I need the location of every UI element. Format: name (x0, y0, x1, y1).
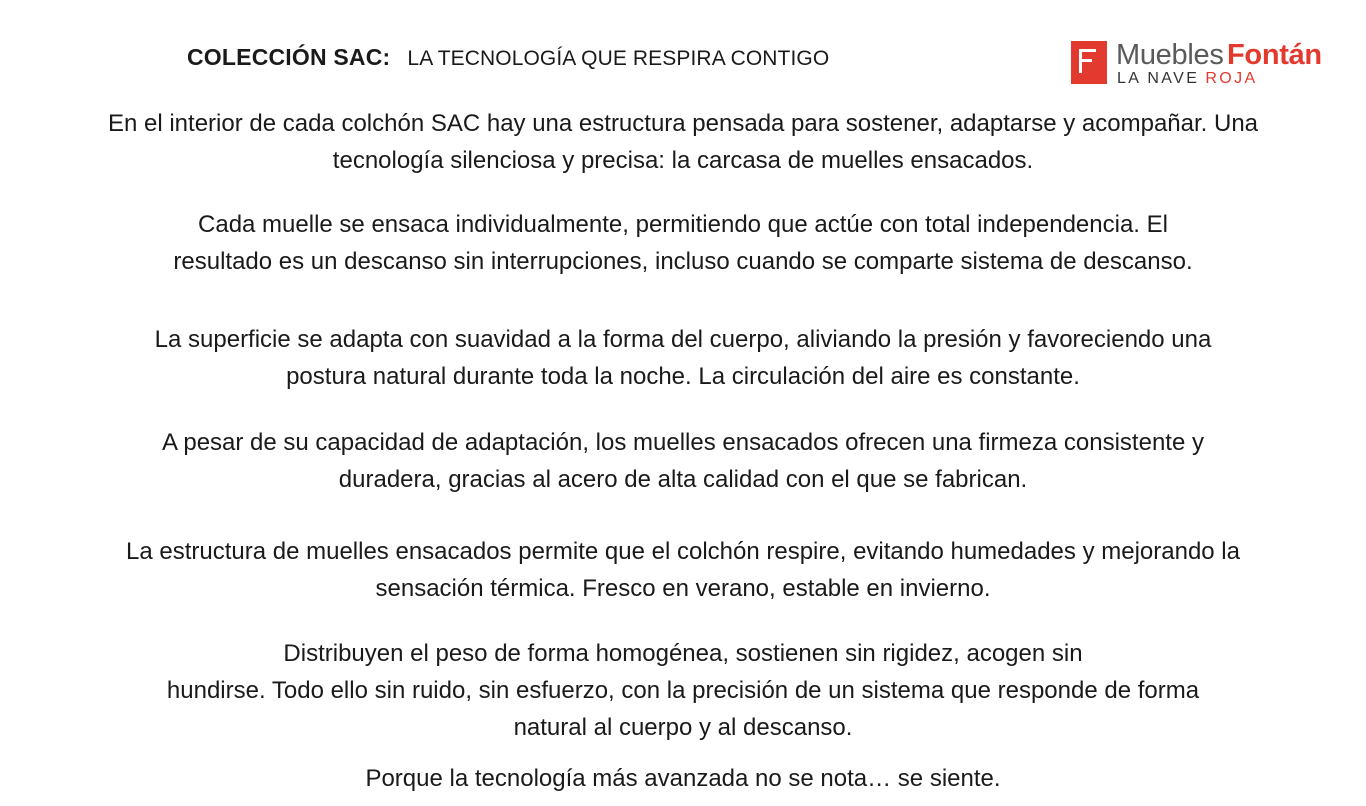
paragraph-breathability (0, 533, 1366, 607)
logo-tagline-part-a: LA NAVE (1117, 70, 1200, 87)
paragraph-line: postura natural durante toda la noche. La circulación del aire es constante. (286, 363, 1080, 390)
paragraph-independence (0, 206, 1366, 280)
paragraph-line: La superficie se adapta con suavidad a la forma del cuerpo, aliviando la presión y favoreciendo una (154, 326, 1212, 353)
paragraph-firmness (0, 424, 1366, 498)
logo-word-muebles: Muebles (1116, 39, 1224, 71)
paragraph-line: sensación térmica. Fresco en verano, estable en invierno. (375, 575, 991, 602)
logo-mark-icon (1071, 41, 1107, 84)
collection-subtitle: LA TECNOLOGÍA QUE RESPIRA CONTIGO (407, 47, 830, 70)
paragraph-surface (0, 321, 1366, 395)
paragraph-line: Distribuyen el peso de forma homogénea, sostienen sin rigidez, acogen sin (283, 640, 1083, 667)
paragraph-line: hundirse. Todo ello sin ruido, sin esfuerzo, con la precisión de un sistema que responde de forma (166, 677, 1200, 704)
paragraph-line: tecnología silenciosa y precisa: la carcasa de muelles ensacados. (332, 147, 1034, 174)
paragraph-line: resultado es un descanso sin interrupciones, incluso cuando se comparte sistema de descanso. (173, 248, 1193, 275)
logo-tagline (1117, 70, 1258, 88)
paragraph-line: natural al cuerpo y al descanso. (513, 714, 853, 741)
logo-tagline-part-b: ROJA (1205, 70, 1258, 87)
paragraph-line: En el interior de cada colchón SAC hay una estructura pensada para sostener, adaptarse y acompañar. Una (107, 110, 1259, 137)
logo-word-fontan: Fontán (1227, 39, 1322, 71)
paragraph-line: duradera, gracias al acero de alta calidad con el que se fabrican. (338, 466, 1028, 493)
brand-logo (1071, 41, 1336, 87)
collection-title: COLECCIÓN SAC: (187, 44, 391, 70)
page-title (187, 44, 829, 71)
paragraph-line: Porque la tecnología más avanzada no se nota… se siente. (365, 765, 1001, 792)
paragraph-line: A pesar de su capacidad de adaptación, los muelles ensacados ofrecen una firmeza consistente y (162, 429, 1204, 456)
paragraph-line: La estructura de muelles ensacados permite que el colchón respire, evitando humedades y mejorando la (126, 538, 1240, 565)
paragraph-intro (0, 105, 1366, 179)
paragraph-distribution (0, 635, 1366, 746)
paragraph-line: Cada muelle se ensaca individualmente, permitiendo que actúe con total independencia. El (198, 211, 1168, 238)
paragraph-closing (0, 760, 1366, 797)
